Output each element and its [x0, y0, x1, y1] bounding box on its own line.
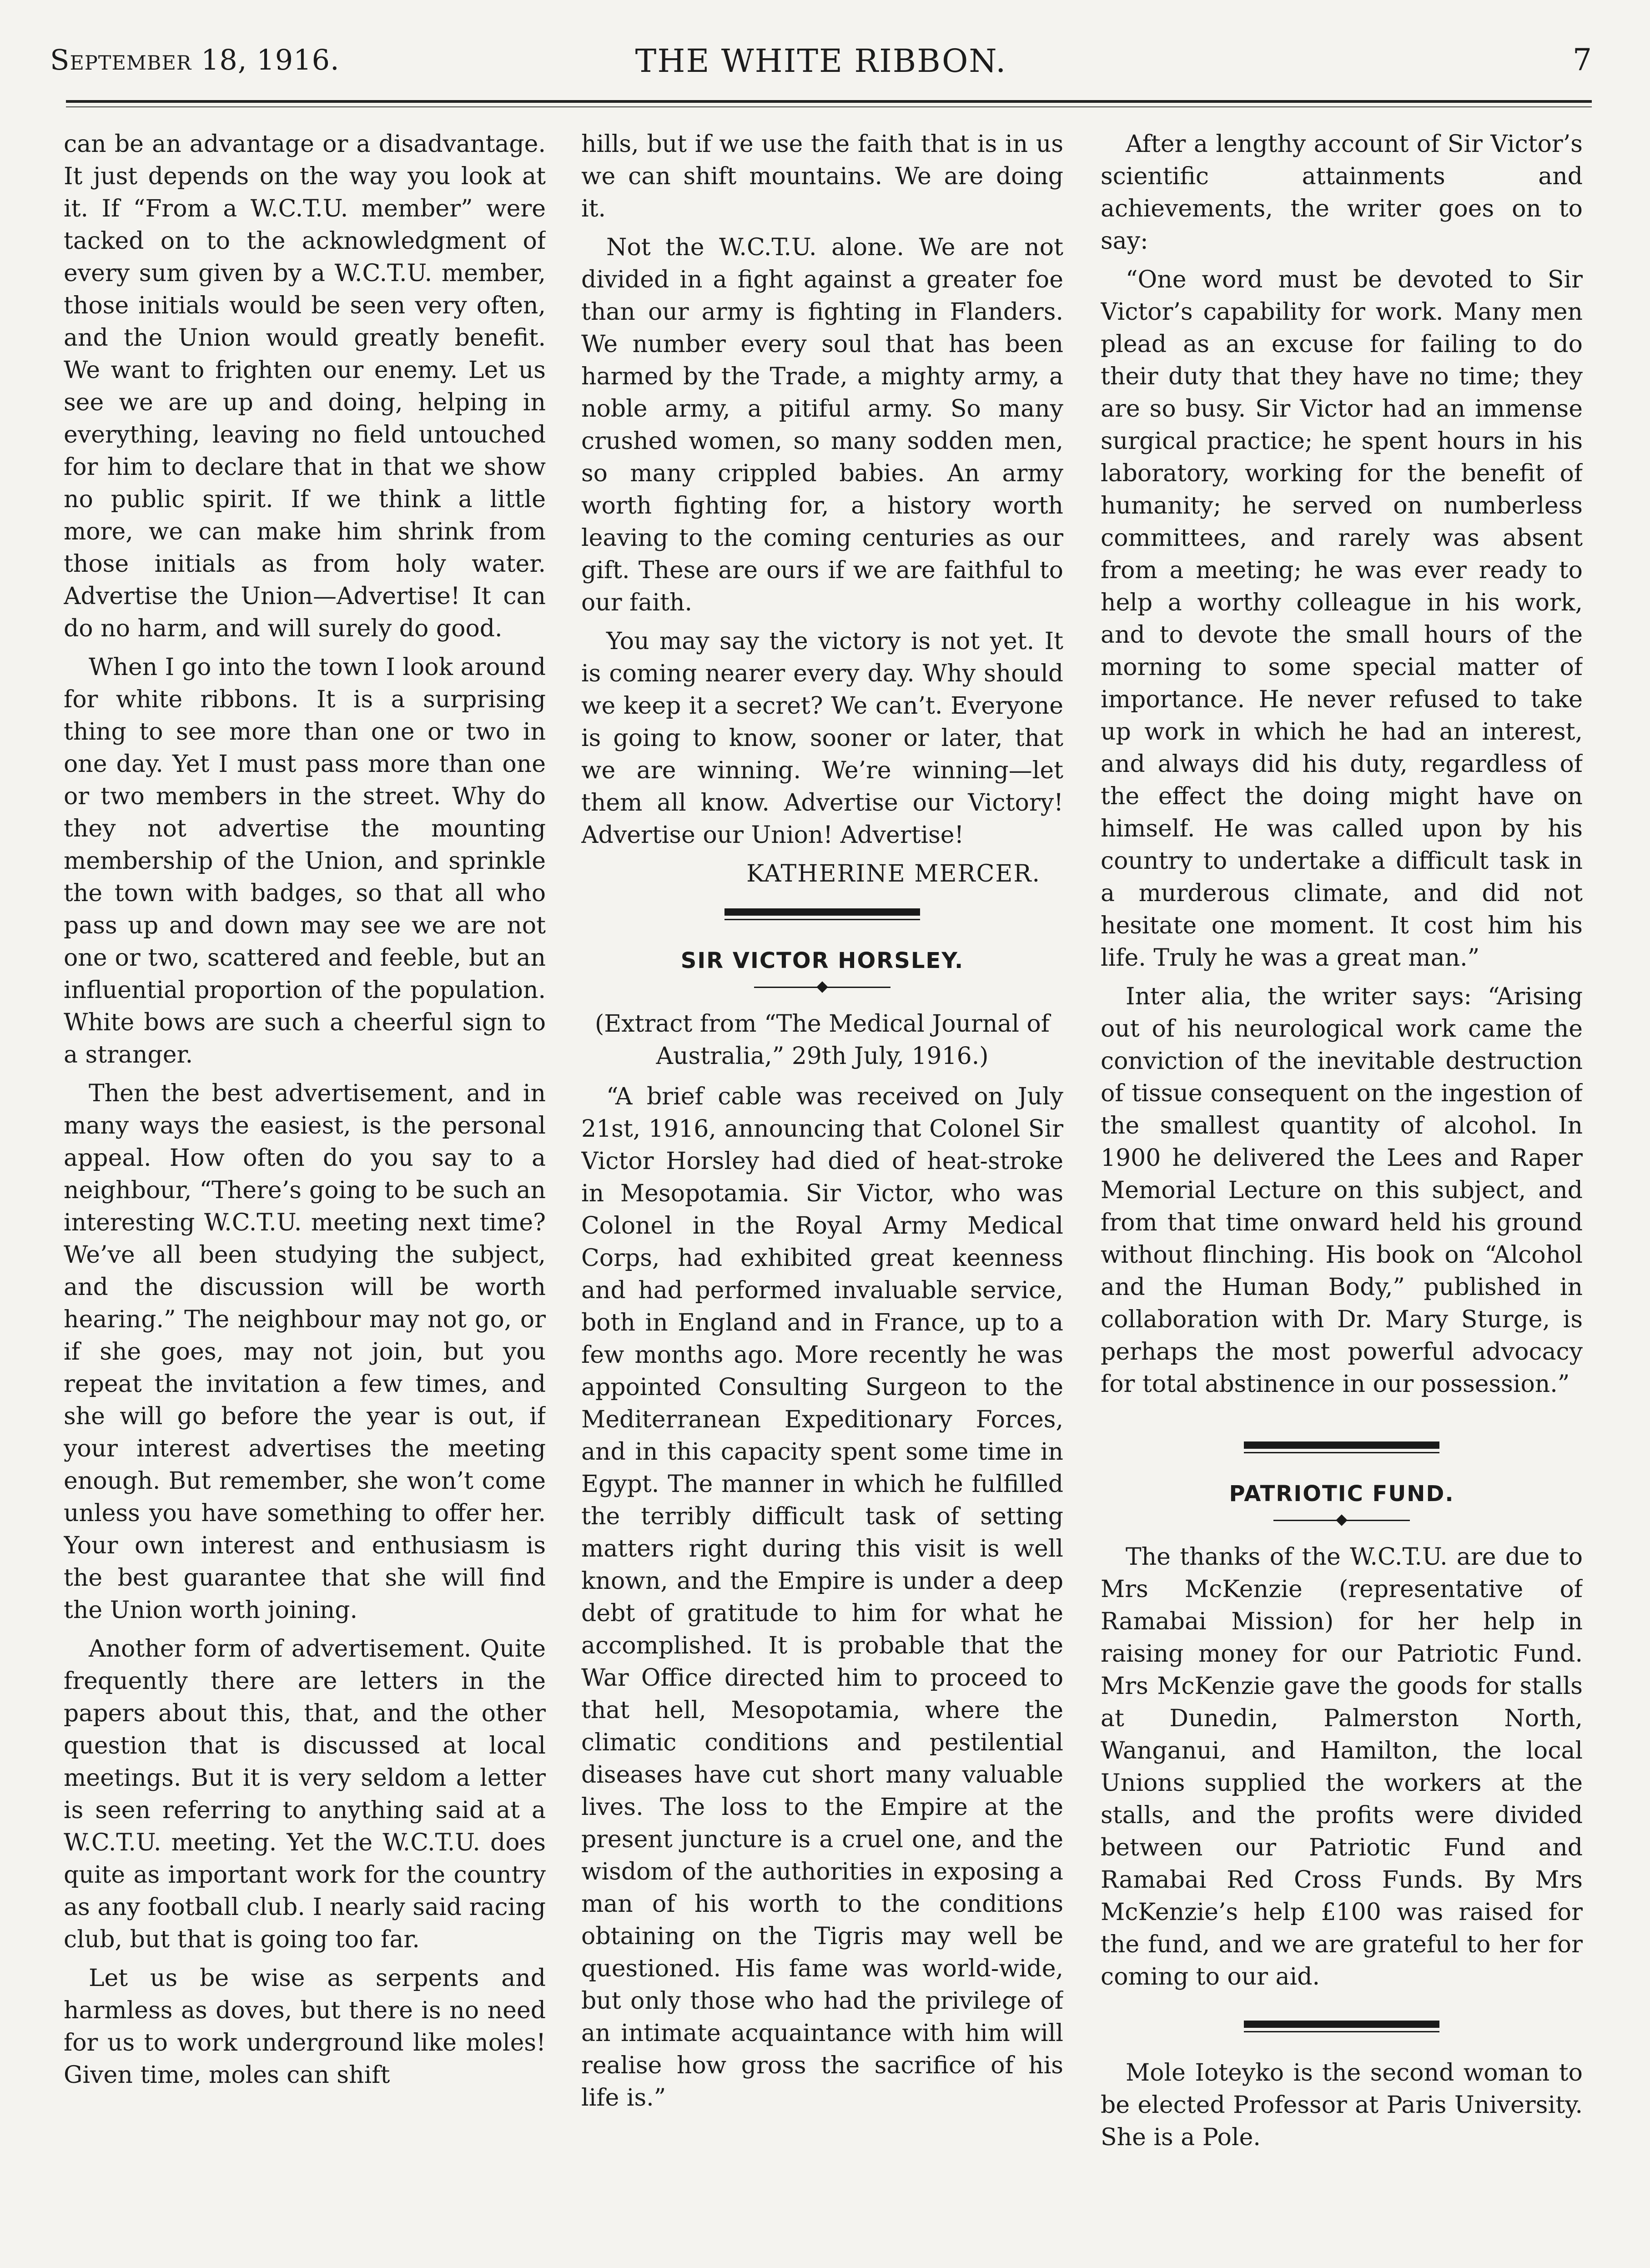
- paragraph: The thanks of the W.C.T.U. are due to Mrs McKenzie (representative of Ramabai Mission) for her help in raising money for our Patriotic Fund. Mrs McKenzie gave the goods for stalls at Dunedin, Palmerston North, Wanganui, and Hamilton, the local Unions supplied the workers at the stalls, and the profits were divided between our Patriotic Fund and Ramabai Red Cross Funds. By Mrs McKenzie’s help £100 was raised for the fund, and we are grateful to her for coming to our aid.: [1101, 1543, 1583, 1991]
- section-divider: [1244, 1441, 1439, 1453]
- column-2: [581, 128, 1063, 2230]
- paragraph: Let us be wise as serpents and harmless as doves, but there is no need for us to work underground like moles! Given time, moles can shift: [64, 1965, 546, 2089]
- header-rule: [66, 100, 1592, 107]
- column-3: [1101, 128, 1583, 2230]
- closing-note: Mole Ioteyko is the second woman to be elected Professor at Paris University. She is a Pole.: [1101, 2059, 1583, 2151]
- paragraph: Inter alia, the writer says: “Arising out of his neurological work came the conviction of the inevitable destruction of tissue consequent on the ingestion of the smallest quantity of alcohol. In 1900 he delivered the Lees and Raper Memorial Lecture on this subject, and from that time onward held his ground without flinching. His book on “Alcohol and the Human Body,” published in collaboration with Dr. Mary Sturge, is perhaps the most powerful advocacy for total abstinence in our possession.”: [1101, 983, 1583, 1398]
- title-ornament: [754, 982, 890, 993]
- paragraph: Then the best advertisement, and in many ways the easiest, is the personal appeal. How often do you say to a neighbour, “There’s going to be such an interesting W.C.T.U. meeting next time? We’ve all been studying the subject, and the discussion will be worth hearing.” The neighbour may not go, or if she goes, may not join, but you repeat the invitation a few times, and she will go before the year is out, if your interest advertises the meeting enough. But remember, she won’t come unless you have something to offer her. Your own interest and enthusiasm is the best guarantee that she will find the Union worth joining.: [64, 1080, 546, 1624]
- paragraph: When I go into the town I look around for white ribbons. It is a surprising thing to see more than one or two in one day. Yet I must pass more than one or two members in the street. Why do they not advertise the mounting membership of the Union, and sprinkle the town with badges, so that all who pass up and down may see we are not one or two, scattered and feeble, but an influential proportion of the population. White bows are such a cheerful sign to a stranger.: [64, 654, 546, 1068]
- publication-title: THE WHITE RIBBON.: [635, 42, 1007, 80]
- author-signature: KATHERINE MERCER.: [746, 860, 1041, 887]
- paragraph: Not the W.C.T.U. alone. We are not divided in a fight against a greater foe than our army is fighting in Flanders. We number every soul that has been harmed by the Trade, a mighty army, a noble army, a pitiful army. So many crushed women, so many sodden men, so many crippled babies. An army worth fighting for, a history worth leaving to the coming centuries as our gift. These are ours if we are faithful to our faith.: [581, 234, 1063, 616]
- section-divider: [1244, 2021, 1439, 2032]
- page-number: 7: [1573, 42, 1592, 77]
- section-title-patriotic-fund: PATRIOTIC FUND.: [1229, 1481, 1454, 1507]
- paragraph: hills, but if we use the faith that is in us we can shift mountains. We are doing it.: [581, 131, 1063, 222]
- section-divider: [724, 908, 920, 920]
- paragraph: You may say the victory is not yet. It is coming nearer every day. Why should we keep it a secret? We can’t. Everyone is going to know, sooner or later, that we are winning. We’re winning—let them all know. Advertise our Victory! Advertise our Union! Advertise!: [581, 628, 1063, 849]
- paragraph: After a lengthy account of Sir Victor’s scientific attainments and achievements, the writer goes on to say:: [1101, 131, 1583, 255]
- extract-source-note: (Extract from “The Medical Journal of Australia,” 29th July, 1916.): [594, 1010, 1050, 1070]
- page-header: [50, 39, 1592, 93]
- issue-date: September 18, 1916.: [50, 43, 340, 76]
- paragraph: can be an advantage or a disadvantage. It just depends on the way you look at it. If “From a W.C.T.U. member” were tacked on to the acknowledgment of every sum given by a W.C.T.U. member, those initials would be seen very often, and the Union would greatly benefit. We want to frighten our enemy. Let us see we are up and doing, helping in everything, leaving no field untouched for him to declare that in that we show no public spirit. If we think a little more, we can make him shrink from those initials as from holy water. Advertise the Union—Advertise! It can do no harm, and will surely do good.: [64, 131, 546, 642]
- title-ornament: [1273, 1515, 1410, 1526]
- paragraph: Another form of advertisement. Quite frequently there are letters in the papers about this, that, and the other question that is discussed at local meetings. But it is very seldom a letter is seen referring to anything said at a W.C.T.U. meeting. Yet the W.C.T.U. does quite as important work for the country as any football club. I nearly said racing club, but that is going too far.: [64, 1635, 546, 1953]
- section-title-horsley: SIR VICTOR HORSLEY.: [680, 948, 964, 973]
- paragraph: “A brief cable was received on July 21st, 1916, announcing that Colonel Sir Victor Horsley had died of heat-stroke in Mesopotamia. Sir Victor, who was Colonel in the Royal Army Medical Corps, had exhibited great keenness and had performed invaluable service, both in England and in France, up to a few months ago. More recently he was appointed Consulting Surgeon to the Mediterranean Expeditionary Forces, and in this capacity spent some time in Egypt. The manner in which he fulfilled the terribly difficult task of setting matters right during this visit is well known, and the Empire is under a deep debt of gratitude to him for what he accomplished. It is probable that the War Office directed him to proceed to that hell, Mesopotamia, where the climatic conditions and pestilential diseases have cut short many valuable lives. The loss to the Empire at the present juncture is a cruel one, and the wisdom of the authorities in exposing a man of his worth to the conditions obtaining on the Tigris may well be questioned. His fame was world-wide, but only those who had the privilege of an intimate acquaintance with him will realise how gross the sacrifice of his life is.”: [581, 1083, 1063, 2112]
- column-1: [64, 128, 546, 2230]
- paragraph: “One word must be devoted to Sir Victor’s capability for work. Many men plead as an excuse for failing to do their duty that they have no time; they are so busy. Sir Victor had an immense surgical practice; he spent hours in his laboratory, working for the benefit of humanity; he served on numberless committees, and rarely was absent from a meeting; he was ever ready to help a worthy colleague in his work, and to devote the small hours of the morning to some special matter of importance. He never refused to take up work in which he had an interest, and always did his duty, regardless of the effect the doing might have on himself. He was called upon by his country to undertake a difficult task in a murderous climate, and did not hesitate one moment. It cost him his life. Truly he was a great man.”: [1101, 266, 1583, 972]
